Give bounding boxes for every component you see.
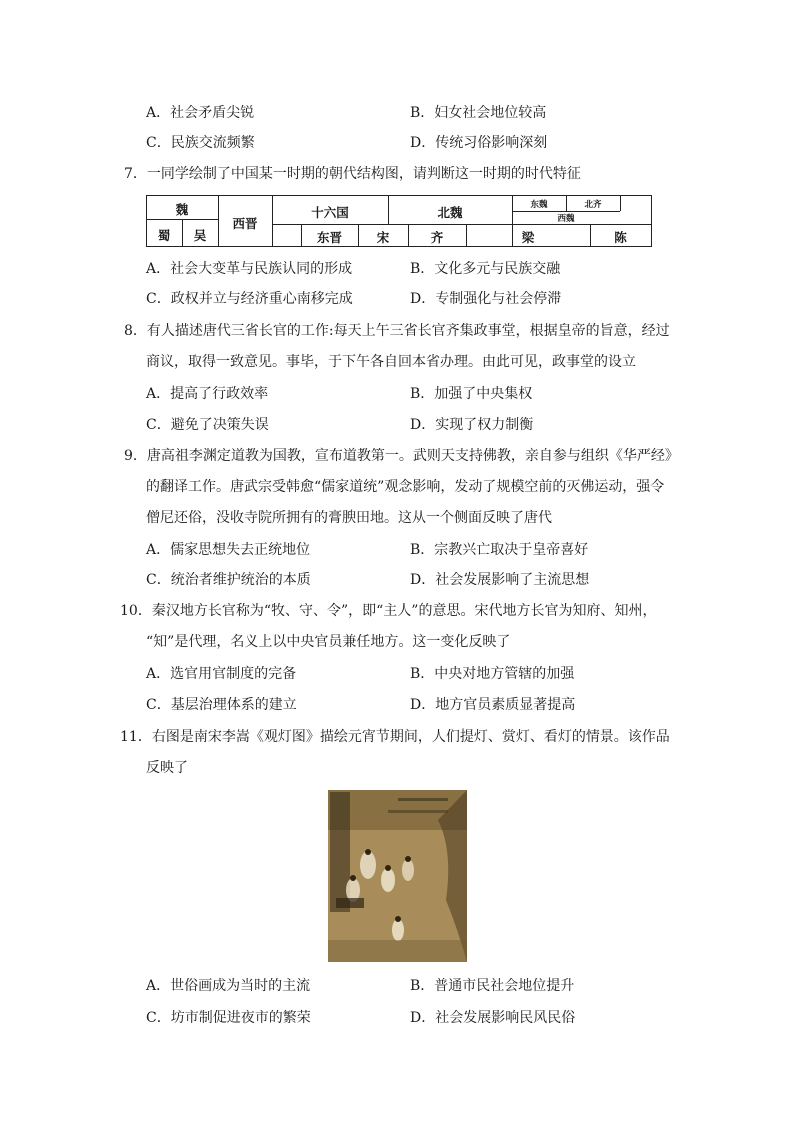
q6-option-d: D．传统习俗影响深刻 [410,135,548,151]
cell-liang: 梁 [521,230,535,245]
cell-xiwei: 西魏 [557,214,575,224]
q8-stem-line1: 8．有人描述唐代三省长官的工作:每天上午三省长官齐集政事堂，根据皇帝的旨意，经过 [124,323,670,339]
q7-option-a: A．社会大变革与民族认同的形成 [146,261,353,277]
dynasty-table [146,195,652,247]
q10-option-d: D．地方官员素质显著提高 [410,697,576,713]
q8-option-b: B．加强了中央集权 [410,386,533,402]
cell-song: 宋 [376,230,390,245]
q7-option-c: C．政权并立与经济重心南移完成 [146,291,353,307]
q9-option-a: A．儒家思想失去正统地位 [146,542,311,558]
q8-option-c: C．避免了决策失误 [146,417,269,433]
q10-option-b: B．中央对地方管辖的加强 [410,666,575,682]
cell-beiqi: 北齐 [584,200,602,210]
q6-option-c: C．民族交流频繁 [146,135,255,151]
q11-option-a: A．世俗画成为当时的主流 [146,978,311,994]
cell-shiliuguo: 十六国 [311,205,349,220]
cell-shu: 蜀 [157,228,171,243]
cell-xijin: 西晋 [232,216,258,231]
q11-stem-line1: 11．右图是南宋李嵩《观灯图》描绘元宵节期间，人们提灯、赏灯、看灯的情景。该作品 [120,729,670,745]
q8-option-a: A．提高了行政效率 [146,386,269,402]
cell-dongwei: 东魏 [530,200,548,210]
q7-stem: 7．一同学绘制了中国某一时期的朝代结构图，请判断这一时期的时代特征 [124,166,581,182]
q8-option-d: D．实现了权力制衡 [410,417,534,433]
q11-stem-line2: 反映了 [146,760,188,776]
q9-option-d: D．社会发展影响了主流思想 [410,572,590,588]
q11-option-d: D．社会发展影响民风民俗 [410,1010,576,1026]
q6-option-a: A．社会矛盾尖锐 [146,105,255,121]
q9-stem-line1: 9．唐高祖李渊定道教为国教，宣布道教第一。武则天支持佛教，亲自参与组织《华严经》 [124,448,679,464]
q9-stem-line2: 的翻译工作。唐武宗受韩愈“儒家道统”观念影响，发动了规模空前的灭佛运动，强令 [146,479,665,495]
cell-wei: 魏 [175,202,189,217]
q6-option-b: B．妇女社会地位较高 [410,105,547,121]
q10-option-a: A．选官用官制度的完备 [146,666,297,682]
q8-stem-line2: 商议，取得一致意见。事毕，于下午各自回本省办理。由此可见，政事堂的设立 [146,354,636,370]
q10-option-c: C．基层治理体系的建立 [146,697,297,713]
q7-option-d: D．专制强化与社会停滞 [410,291,562,307]
q9-stem-line3: 僧尼还俗，没收寺院所拥有的膏腴田地。这从一个侧面反映了唐代 [146,510,552,526]
q9-option-c: C．统治者维护统治的本质 [146,572,311,588]
q7-option-b: B．文化多元与民族交融 [410,261,561,277]
q10-stem-line1: 10．秦汉地方长官称为“牧、守、令”，即“主人”的意思。宋代地方长官为知府、知州， [120,603,657,619]
q10-stem-line2: “知”是代理，名义上以中央官员兼任地方。这一变化反映了 [146,634,511,650]
cell-beiwei: 北魏 [437,205,463,220]
cell-dongjin: 东晋 [316,230,342,245]
cell-wu: 吴 [193,228,207,243]
lantern-painting-image [328,790,467,962]
cell-chen: 陈 [614,230,627,245]
q9-option-b: B．宗教兴亡取决于皇帝喜好 [410,542,589,558]
cell-qi: 齐 [430,230,444,245]
q11-option-b: B．普通市民社会地位提升 [410,978,575,994]
q11-option-c: C．坊市制促进夜市的繁荣 [146,1010,311,1026]
